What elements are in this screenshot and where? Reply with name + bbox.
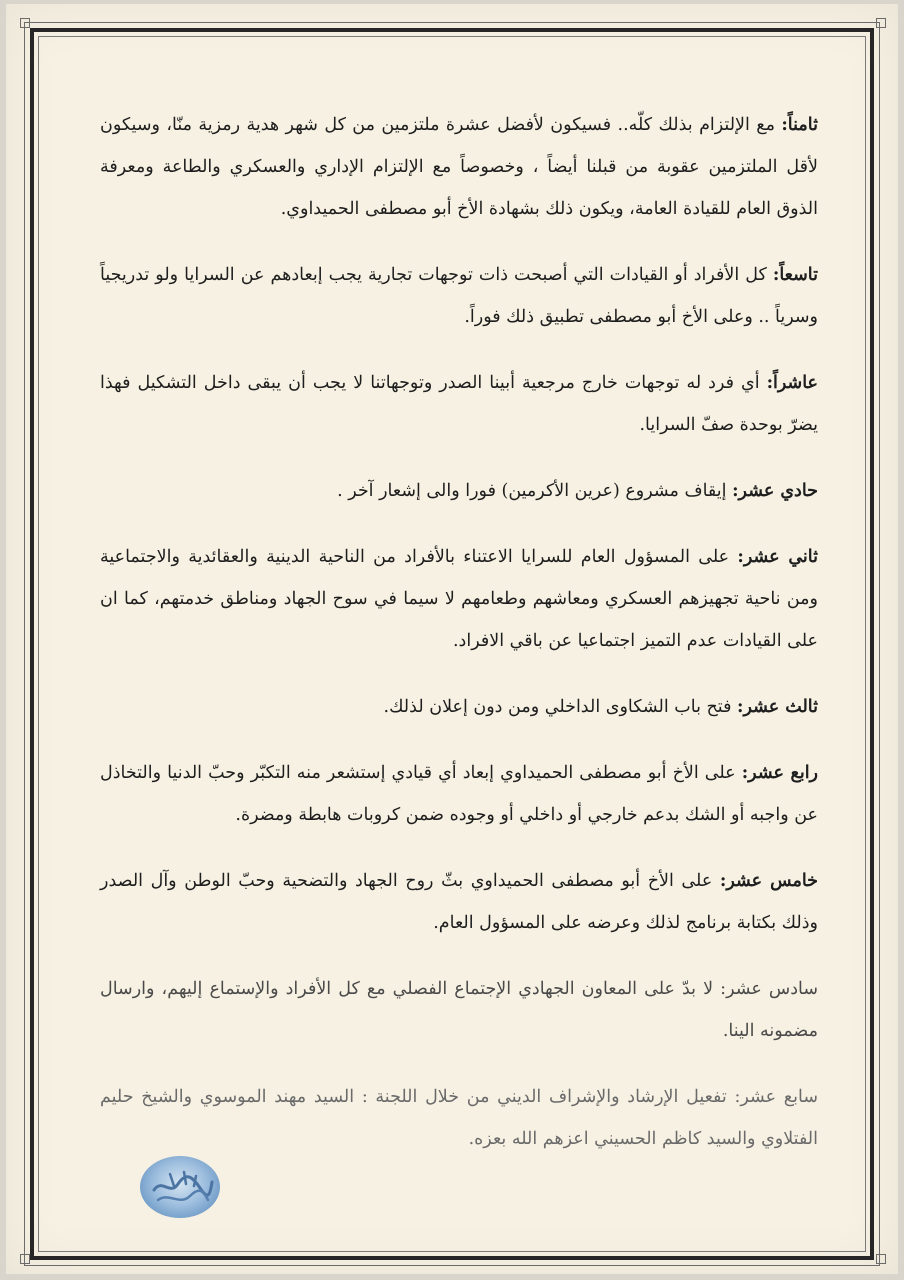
clause-11 (100, 470, 818, 512)
clause-8 (100, 104, 818, 230)
border-corner-ornament (20, 18, 30, 28)
clause-heading: حادي عشر: (732, 481, 818, 501)
border-corner-ornament (876, 1254, 886, 1264)
clause-17 (100, 1076, 818, 1160)
blue-seal-stamp (140, 1156, 220, 1218)
clause-text: إيقاف مشروع (عرين الأكرمين) فورا والى إشعار آخر . (337, 481, 733, 501)
clause-text: فتح باب الشكاوى الداخلي ومن دون إعلان لذلك. (383, 697, 738, 717)
clause-heading: ثامناً: (781, 115, 818, 135)
clause-text: على المسؤول العام للسرايا الاعتناء بالأفراد من الناحية الدينية والعقائدية والاجتماعية ومن ناحية تجهيزهم العسكري ومعاشهم وطعامهم لا سيما في سوح الجهاد ومناطق خدمتهم، كما ان على القيادات عدم التميز اجتماعيا عن باقي الافراد. (100, 547, 818, 651)
clause-text: مع الإلتزام بذلك كلّه.. فسيكون لأفضل عشرة ملتزمين من كل شهر هدية رمزية منّا، وسيكون لأقل الملتزمين عقوبة من قبلنا أيضاً ، وخصوصاً مع الإلتزام الإداري والعسكري والطاعة ومعرفة الذوق العام للقيادة العامة، ويكون ذلك بشهادة الأخ أبو مصطفى الحميداوي. (100, 115, 818, 219)
clause-13 (100, 686, 818, 728)
clause-text: تفعيل الإرشاد والإشراف الديني من خلال اللجنة : السيد مهند الموسوي والشيخ حليم الفتلاوي والسيد كاظم الحسيني اعزهم الله بعزه. (100, 1087, 818, 1149)
clause-9 (100, 254, 818, 338)
clause-heading: ثالث عشر: (737, 697, 818, 717)
clause-heading: سادس عشر: (720, 979, 818, 999)
clause-heading: رابع عشر: (741, 763, 819, 783)
document-body (100, 104, 818, 1184)
border-corner-ornament (876, 18, 886, 28)
clause-10 (100, 362, 818, 446)
border-corner-ornament (20, 1254, 30, 1264)
clause-text: كل الأفراد أو القيادات التي أصبحت ذات توجهات تجارية يجب إبعادهم عن السرايا ولو تدريجياً وسرياً .. وعلى الأخ أبو مصطفى تطبيق ذلك فوراً. (100, 265, 818, 327)
clause-heading: تاسعاً: (772, 265, 818, 285)
clause-15 (100, 860, 818, 944)
clause-12 (100, 536, 818, 662)
clause-text: أي فرد له توجهات خارج مرجعية أبينا الصدر وتوجهاتنا لا يجب أن يبقى داخل التشكيل فهذا يضرّ بوحدة صفّ السرايا. (100, 373, 818, 435)
clause-text: لا بدّ على المعاون الجهادي الإجتماع الفصلي مع كل الأفراد والإستماع إليهم، وارسال مضمونه الينا. (100, 979, 818, 1041)
clause-text: على الأخ أبو مصطفى الحميداوي إبعاد أي قيادي إستشعر منه التكبّر وحبّ الدنيا والتخاذل عن واجبه أو الشك بدعم خارجي أو داخلي أو وجوده ضمن كروبات هابطة ومضرة. (100, 763, 818, 825)
clause-heading: ثاني عشر: (737, 547, 819, 567)
clause-text: على الأخ أبو مصطفى الحميداوي بثّ روح الجهاد والتضحية وحبّ الوطن وآل الصدر وذلك بكتابة برنامج لذلك وعرضه على المسؤول العام. (100, 871, 818, 933)
clause-heading: خامس عشر: (719, 871, 818, 891)
clause-heading: عاشراً: (766, 373, 818, 393)
clause-heading: سابع عشر: (734, 1087, 818, 1107)
clause-16 (100, 968, 818, 1052)
clause-14 (100, 752, 818, 836)
